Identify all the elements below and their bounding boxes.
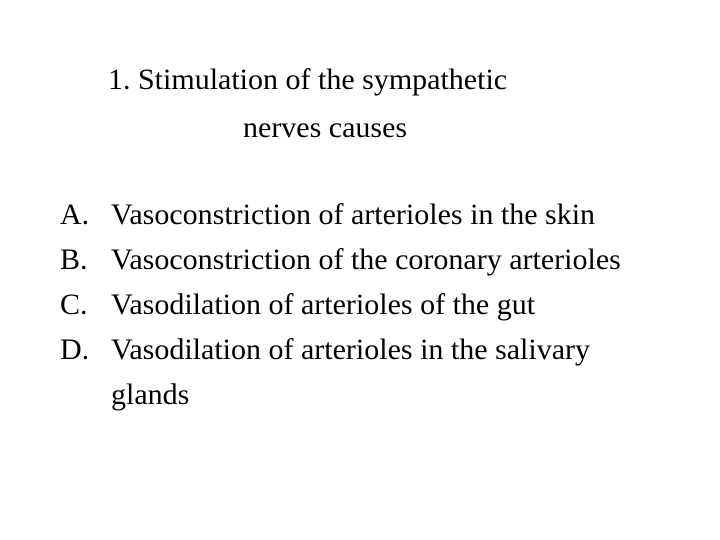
answer-option-b — [60, 237, 700, 282]
answer-option-d — [60, 327, 700, 417]
option-text-wrapper — [111, 327, 590, 417]
answer-option-c — [60, 282, 700, 327]
option-text: Vasodilation of arterioles in the salivary — [111, 333, 591, 366]
option-letter: A. — [60, 198, 90, 231]
answer-option-a — [60, 192, 700, 237]
option-letter: D. — [60, 333, 90, 366]
option-text: Vasoconstriction of arterioles in the skin — [111, 198, 596, 231]
question-line-1: 1. Stimulation of the sympathetic — [108, 63, 508, 96]
option-letter: C. — [60, 288, 88, 321]
option-text-continuation: glands — [111, 378, 190, 411]
answer-options-list — [60, 192, 700, 417]
question-title — [108, 56, 628, 152]
option-text: Vasodilation of arterioles of the gut — [111, 288, 536, 321]
option-text: Vasoconstriction of the coronary arterioles — [111, 243, 621, 276]
question-line-2: nerves causes — [243, 111, 408, 144]
option-letter: B. — [60, 243, 88, 276]
